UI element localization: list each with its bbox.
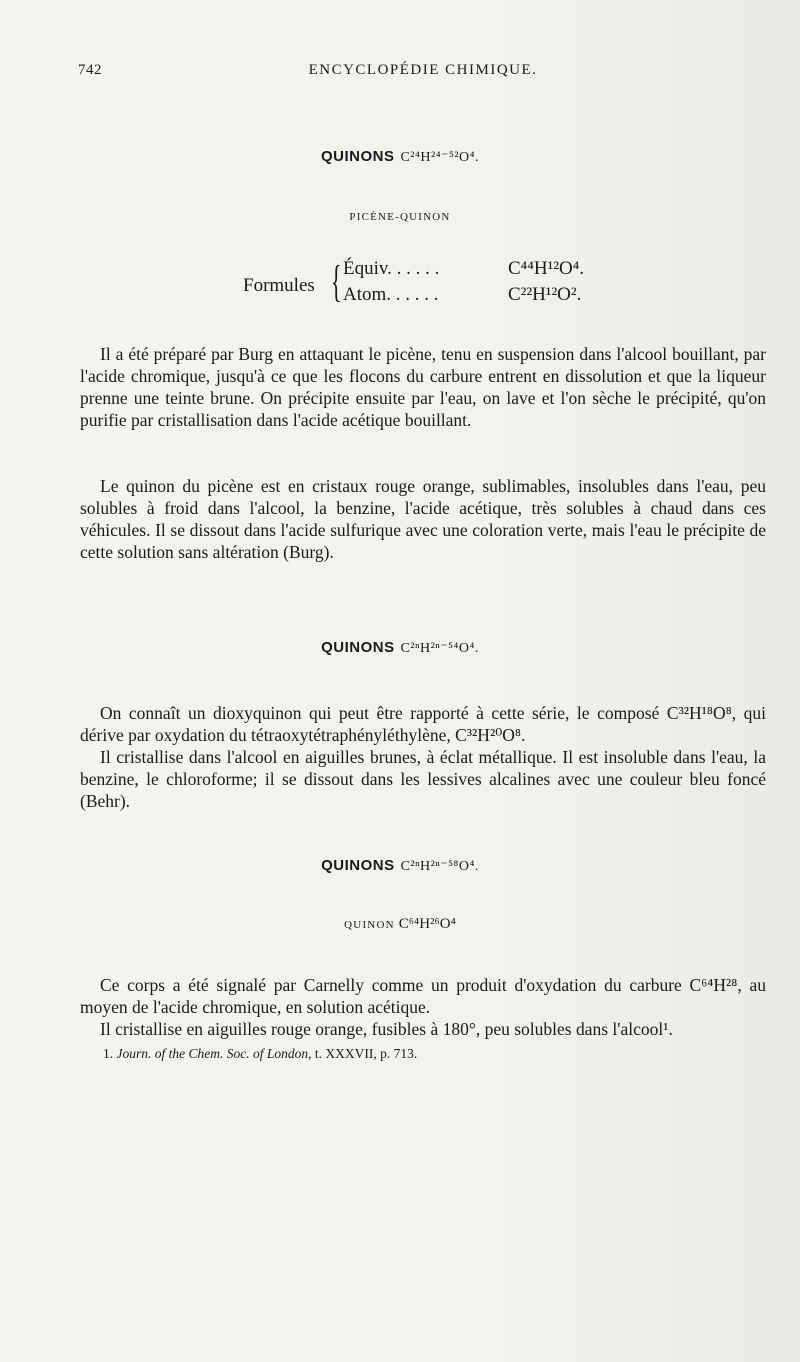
brace-glyph: { — [331, 257, 342, 306]
formulas-block — [243, 258, 603, 322]
paragraph: Il a été préparé par Burg en attaquant le picène, tenu en suspension dans l'alcool bouillant, par l'acide chromique, jusqu'à ce que les flocons du carbure entrent en dissolution et que la liqueur prenne une teinte brune. On précipite ensuite par l'eau, on lave et l'on sèche le précipité, qu'on purifie par cristallisation dans l'acide acétique bouillant. — [80, 344, 766, 430]
paragraph: Il cristallise en aiguilles rouge orange, fusibles à 180°, peu solubles dans l'alcool¹. — [100, 1019, 673, 1039]
footnote-journal: Journ. of the Chem. Soc. of London, — [116, 1046, 312, 1061]
paragraph: On connaît un dioxyquinon qui peut être rapporté à cette série, le composé C³²H¹⁸O⁸, qui dérive par oxydation du tétraoxytétraphényléthylène, C³²H²⁰O⁸. — [80, 703, 766, 745]
subtitle-formula: C⁶⁴H²⁶O⁴ — [398, 916, 456, 932]
formula-row-name: Équiv. . . . . . — [343, 258, 440, 279]
paragraph: Le quinon du picène est en cristaux rouge orange, sublimables, insolubles dans l'eau, peu solubles à froid dans l'alcool, la benzine, l'acide acétique, très solubles à chaud dans ces véhicules. Il se dissout dans l'acide sulfurique avec une coloration verte, mais l'eau le précipite de cette solution sans altération (Burg). — [80, 476, 766, 562]
footnote-marker: 1. — [103, 1046, 114, 1061]
section-formula: C²⁴H²⁴⁻⁵²O⁴. — [400, 150, 480, 165]
section-title: QUINONS — [321, 857, 395, 874]
section-title: QUINONS — [321, 639, 395, 656]
section-formula: C²ⁿH²ⁿ⁻⁵⁸O⁴. — [400, 859, 479, 874]
section-heading-3 — [0, 857, 800, 875]
section-heading-2 — [0, 639, 800, 657]
paragraph: Il cristallise dans l'alcool en aiguilles brunes, à éclat métallique. Il est insoluble dans l'eau, la benzine, le chloroforme; il se dissout dans les lessives alcalines avec une couleur bleu foncé (Behr). — [80, 747, 766, 811]
page-header — [78, 62, 768, 86]
formula-row-value: C²²H¹²O². — [508, 284, 582, 305]
section-subtitle-1: PICÈNE-QUINON — [349, 211, 451, 223]
subtitle-text: QUINON — [344, 919, 395, 931]
paragraph: Ce corps a été signalé par Carnelly comme un produit d'oxydation du carbure C⁶⁴H²⁸, au moyen de l'acide chromique, en solution acétique. — [80, 975, 766, 1017]
section-formula: C²ⁿH²ⁿ⁻⁵⁴O⁴. — [400, 641, 479, 656]
formula-row-equiv — [343, 258, 585, 280]
section-subtitle-3 — [0, 916, 800, 933]
section-heading-1 — [0, 148, 800, 166]
running-title: ENCYCLOPÉDIE CHIMIQUE. — [308, 62, 538, 78]
footnote-ref: t. XXXVII, p. 713. — [314, 1046, 418, 1061]
formula-row-name: Atom. . . . . . — [343, 284, 439, 305]
footnote — [103, 1046, 417, 1062]
formula-row-atom — [343, 284, 582, 306]
formula-row-value: C⁴⁴H¹²O⁴. — [508, 258, 585, 279]
page-number: 742 — [78, 62, 102, 78]
formulas-label: Formules — [243, 275, 315, 296]
section-title: QUINONS — [320, 148, 395, 165]
